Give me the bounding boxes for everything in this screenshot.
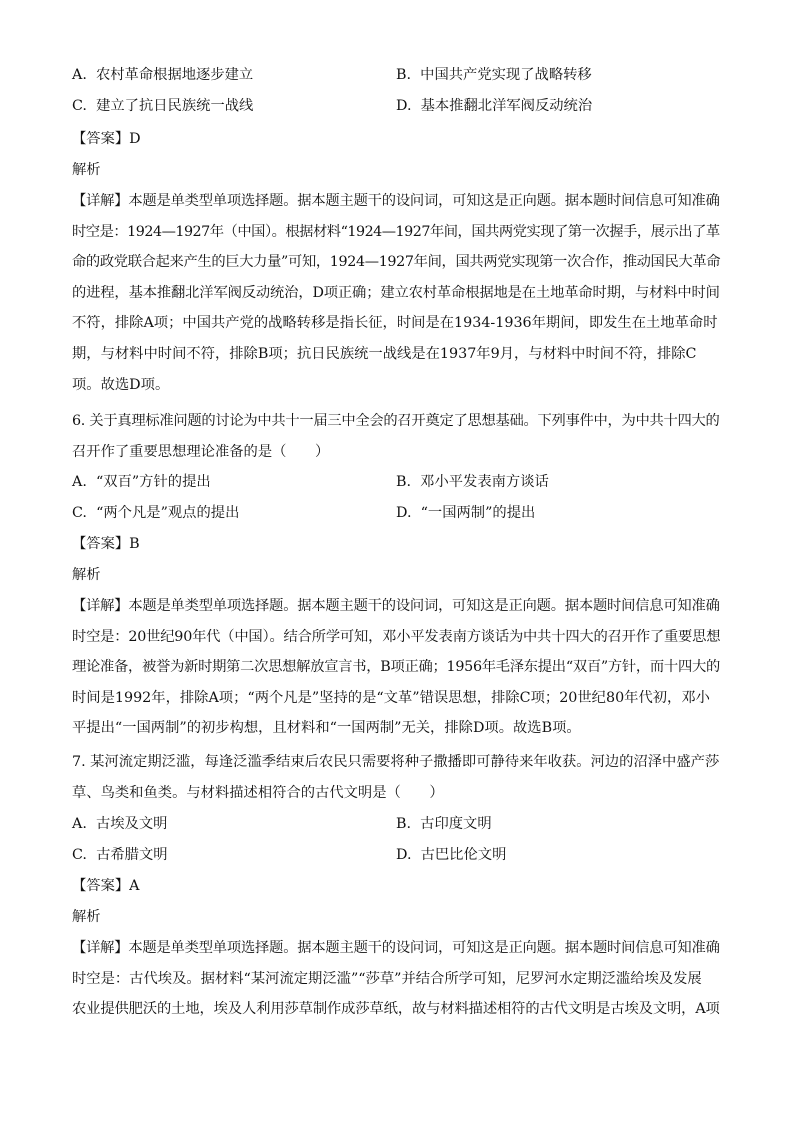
q5-detail-line: 不符，排除A项；中国共产党的战略转移是指长征，时间是在1934-1936年期间，即发生在土地革命时 [72, 315, 718, 332]
q6-stem-line: 召开作了重要思想理论准备的是（ ） [72, 443, 330, 460]
q7-stem-line: 草、鸟类和鱼类。与材料描述相符合的古代文明是（ ） [72, 784, 444, 801]
q5-analysis-label: 解析 [72, 162, 101, 178]
q5-option-d[interactable]: D. 基本推翻北洋军阀反动统治 [396, 98, 593, 114]
q6-answer: 【答案】B [72, 536, 140, 552]
q5-detail [72, 186, 720, 400]
q6-detail [72, 591, 720, 744]
q5-detail-line: 命的政党联合起来产生的巨大力量”可知，1924—1927年间，国共两党实现第一次合作，推动国民大革命 [72, 254, 721, 271]
q6-detail-line: 理论准备，被誉为新时期第二次思想解放宣言书，B项正确；1956年毛泽东提出“双百”方针，而十四大的 [72, 659, 720, 676]
q6-option-c[interactable]: C. “两个凡是”观点的提出 [72, 505, 240, 521]
q5-options-row-1 [72, 60, 720, 91]
q7-option-b[interactable]: B. 古印度文明 [396, 816, 492, 832]
q6-detail-line: 时间是1992年，排除A项；“两个凡是”坚持的是“文革”错误思想，排除C项；20世纪80年代初，邓小 [72, 689, 710, 706]
q5-detail-line: 【详解】本题是单类型单项选择题。据本题主题干的设问词，可知这是正向题。据本题时间信息可知准确 [72, 193, 720, 209]
q7-stem-line: 7. 某河流定期泛滥，每逢泛滥季结束后农民只需要将种子撒播即可静待来年收获。河边的沼泽中盛产莎 [72, 754, 720, 770]
q7-detail-line: 时空是：古代埃及。据材料“某河流定期泛滥”“莎草”并结合所学可知，尼罗河水定期泛滥给埃及发展 [72, 970, 702, 987]
q6-options-row-1 [72, 467, 720, 498]
q7-options-row-1 [72, 809, 720, 840]
q6-option-d[interactable]: D. “一国两制”的提出 [396, 505, 536, 521]
q6-detail-line: 时空是：20世纪90年代（中国）。结合所学可知，邓小平发表南方谈话为中共十四大的召开作了重要思想 [72, 628, 721, 645]
q6-detail-line: 【详解】本题是单类型单项选择题。据本题主题干的设问词，可知这是正向题。据本题时间信息可知准确 [72, 598, 720, 614]
q7-detail-line: 农业提供肥沃的土地，埃及人利用莎草制作成莎草纸，故与材料描述相符的古代文明是古埃及文明，A项 [72, 1001, 720, 1018]
q5-detail-line: 的进程，基本推翻北洋军阀反动统治，D项正确；建立农村革命根据地是在土地革命时期，与材料中时间 [72, 284, 720, 301]
q7-option-c[interactable]: C. 古希腊文明 [72, 847, 168, 863]
q5-options-row-2 [72, 91, 720, 122]
q7-analysis-label: 解析 [72, 909, 101, 925]
q5-detail-line: 期，与材料中时间不符，排除B项；抗日民族统一战线是在1937年9月，与材料中时间不符，排除C [72, 345, 697, 362]
q6-options-row-2 [72, 498, 720, 529]
q5-answer: 【答案】D [72, 131, 141, 147]
q7-option-d[interactable]: D. 古巴比伦文明 [396, 847, 507, 863]
q7-options-row-2 [72, 840, 720, 871]
q7-detail [72, 933, 720, 1025]
q7-answer: 【答案】A [72, 878, 140, 894]
q5-option-c[interactable]: C. 建立了抗日民族统一战线 [72, 98, 254, 114]
q5-detail-line: 项。故选D项。 [72, 376, 170, 393]
q6-option-b[interactable]: B. 邓小平发表南方谈话 [396, 474, 549, 490]
q6-stem [72, 406, 720, 467]
q7-option-a[interactable]: A. 古埃及文明 [72, 816, 168, 832]
q7-stem [72, 747, 720, 808]
q7-detail-line: 【详解】本题是单类型单项选择题。据本题主题干的设问词，可知这是正向题。据本题时间信息可知准确 [72, 940, 720, 956]
q6-analysis-label: 解析 [72, 567, 101, 583]
q5-option-a[interactable]: A. 农村革命根据地逐步建立 [72, 67, 254, 83]
q6-detail-line: 平提出“一国两制”的初步构想，且材料和“一国两制”无关，排除D项。故选B项。 [72, 720, 581, 737]
q5-option-b[interactable]: B. 中国共产党实现了战略转移 [396, 67, 592, 83]
q6-option-a[interactable]: A. “双百”方针的提出 [72, 474, 211, 490]
q5-detail-line: 时空是：1924—1927年（中国）。根据材料“1924—1927年间，国共两党实现了第一次握手，展示出了革 [72, 223, 720, 240]
q6-stem-line: 6. 关于真理标准问题的讨论为中共十一届三中全会的召开奠定了思想基础。下列事件中，为中共十四大的 [72, 413, 720, 429]
